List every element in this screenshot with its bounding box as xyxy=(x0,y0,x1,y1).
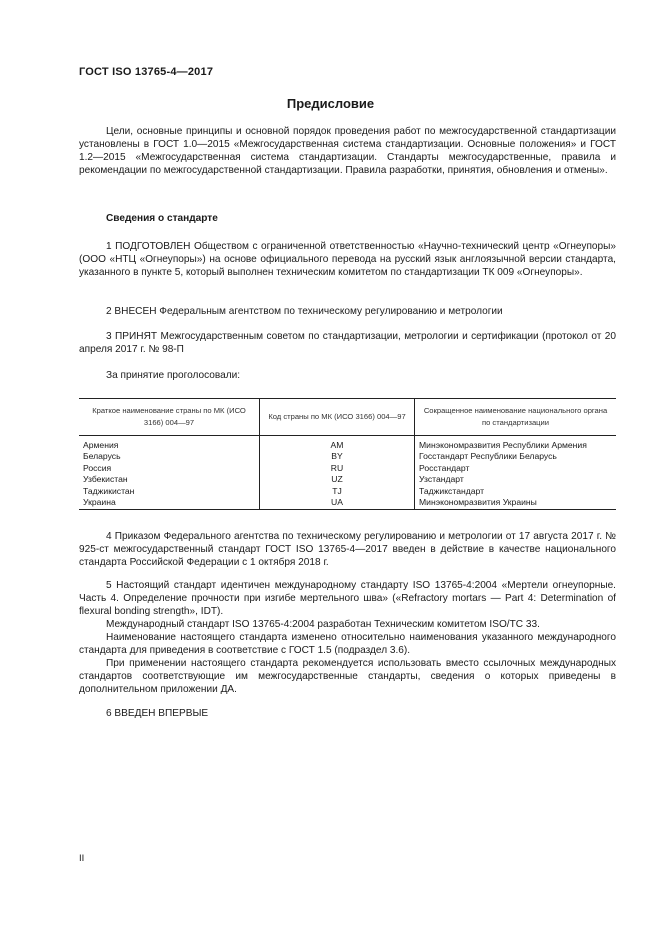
table-row xyxy=(79,451,616,462)
body-cell: Минэкономразвития Украины xyxy=(415,497,617,510)
table-header-country: Краткое наименование страны по МК (ИСО 3166) 004—97 xyxy=(79,399,260,436)
code-cell: AM xyxy=(260,436,415,452)
country-cell: Узбекистан xyxy=(83,474,128,485)
country-cell: Таджикистан xyxy=(83,485,135,496)
code-cell: UZ xyxy=(260,474,415,485)
body-cell: Минэкономразвития Республики Армения xyxy=(415,436,617,452)
intro-paragraph: Цели, основные принципы и основной порядок проведения работ по межгосударственной стандартизации установлены в ГОСТ 1.0—2015 «Межгосударственная система стандартизации. Основные положения» и ГОСТ 1.2—2015 «Межгосударственная система стандартизации. Стандарты межгосударственные, правила и рекомендации по межгосударственной стандартизации. Правила разработки, принятия, обновления и отмены». xyxy=(79,126,616,176)
item-5-name-change-paragraph: Наименование настоящего стандарта изменено относительно наименования указанного международного стандарта для приведения в соответствие с ГОСТ 1.5 (подраздел 3.6). xyxy=(79,632,616,656)
table-row xyxy=(79,436,616,452)
document-header: ГОСТ ISO 13765-4—2017 xyxy=(79,66,214,78)
subheading: Сведения о стандарте xyxy=(106,213,218,224)
code-cell: RU xyxy=(260,463,415,474)
page-number: II xyxy=(79,853,85,864)
table-header-body: Сокращенное наименование национального органа по стандартизации xyxy=(415,399,617,436)
body-cell: Госстандарт Республики Беларусь xyxy=(415,451,617,462)
code-cell: BY xyxy=(260,451,415,462)
item-5-developer-paragraph: Международный стандарт ISO 13765-4:2004 разработан Техническим комитетом ISO/TC 33. xyxy=(106,619,540,630)
body-cell: Росстандарт xyxy=(415,463,617,474)
item-4-paragraph: 4 Приказом Федерального агентства по техническому регулированию и метрологии от 17 августа 2017 г. № 925-ст межгосударственный стандарт ГОСТ ISO 13765-4—2017 введен в действие в качестве национального стандарта Российской Федерации с 1 октября 2018 г. xyxy=(79,531,616,568)
item-3-paragraph: 3 ПРИНЯТ Межгосударственным советом по стандартизации, метрологии и сертификации (протокол от 20 апреля 2017 г. № 98-П xyxy=(79,331,616,355)
country-cell: Россия xyxy=(83,462,112,473)
country-cell: Украина xyxy=(79,497,260,510)
table-row xyxy=(79,497,616,510)
item-2-paragraph: 2 ВНЕСЕН Федеральным агентством по техническому регулированию и метрологии xyxy=(106,306,503,317)
table-header-code: Код страны по МК (ИСО 3166) 004—97 xyxy=(260,399,415,436)
body-cell: Таджикстандарт xyxy=(415,486,617,497)
item-6-paragraph: 6 ВВЕДЕН ВПЕРВЫЕ xyxy=(106,708,209,719)
country-cell: Беларусь xyxy=(83,451,121,462)
item-5-references-paragraph: При применении настоящего стандарта рекомендуется использовать вместо ссылочных международных стандартов соответствующие им межгосударственные стандарты, сведения о которых приведены в дополнительном приложении ДА. xyxy=(79,658,616,695)
table-row xyxy=(79,474,616,485)
item-5-paragraph: 5 Настоящий стандарт идентичен международному стандарту ISO 13765-4:2004 «Мертели огнеупорные. Часть 4. Определение прочности при изгибе мертельного шва» («Refractory mortars — Part 4: Determination of flexural bonding strength», IDT). xyxy=(79,580,616,617)
section-title: Предисловие xyxy=(286,96,375,111)
item-1-paragraph: 1 ПОДГОТОВЛЕН Обществом с ограниченной ответственностью «Научно-технический центр «Огнеупоры» (ООО «НТЦ «Огнеупоры») на основе официального перевода на русский язык англоязычной версии стандарта, указанного в пункте 5, который выполнен техническим комитетом по стандартизации ТК 009 «Огнеупоры». xyxy=(79,241,616,278)
voting-table xyxy=(79,398,616,510)
body-cell: Узстандарт xyxy=(415,474,617,485)
table-row xyxy=(79,486,616,497)
code-cell: TJ xyxy=(260,486,415,497)
code-cell: UA xyxy=(260,497,415,510)
table-header-row xyxy=(79,399,616,436)
voted-label: За принятие проголосовали: xyxy=(106,370,241,381)
country-cell: Армения xyxy=(83,440,119,450)
table-row xyxy=(79,463,616,474)
